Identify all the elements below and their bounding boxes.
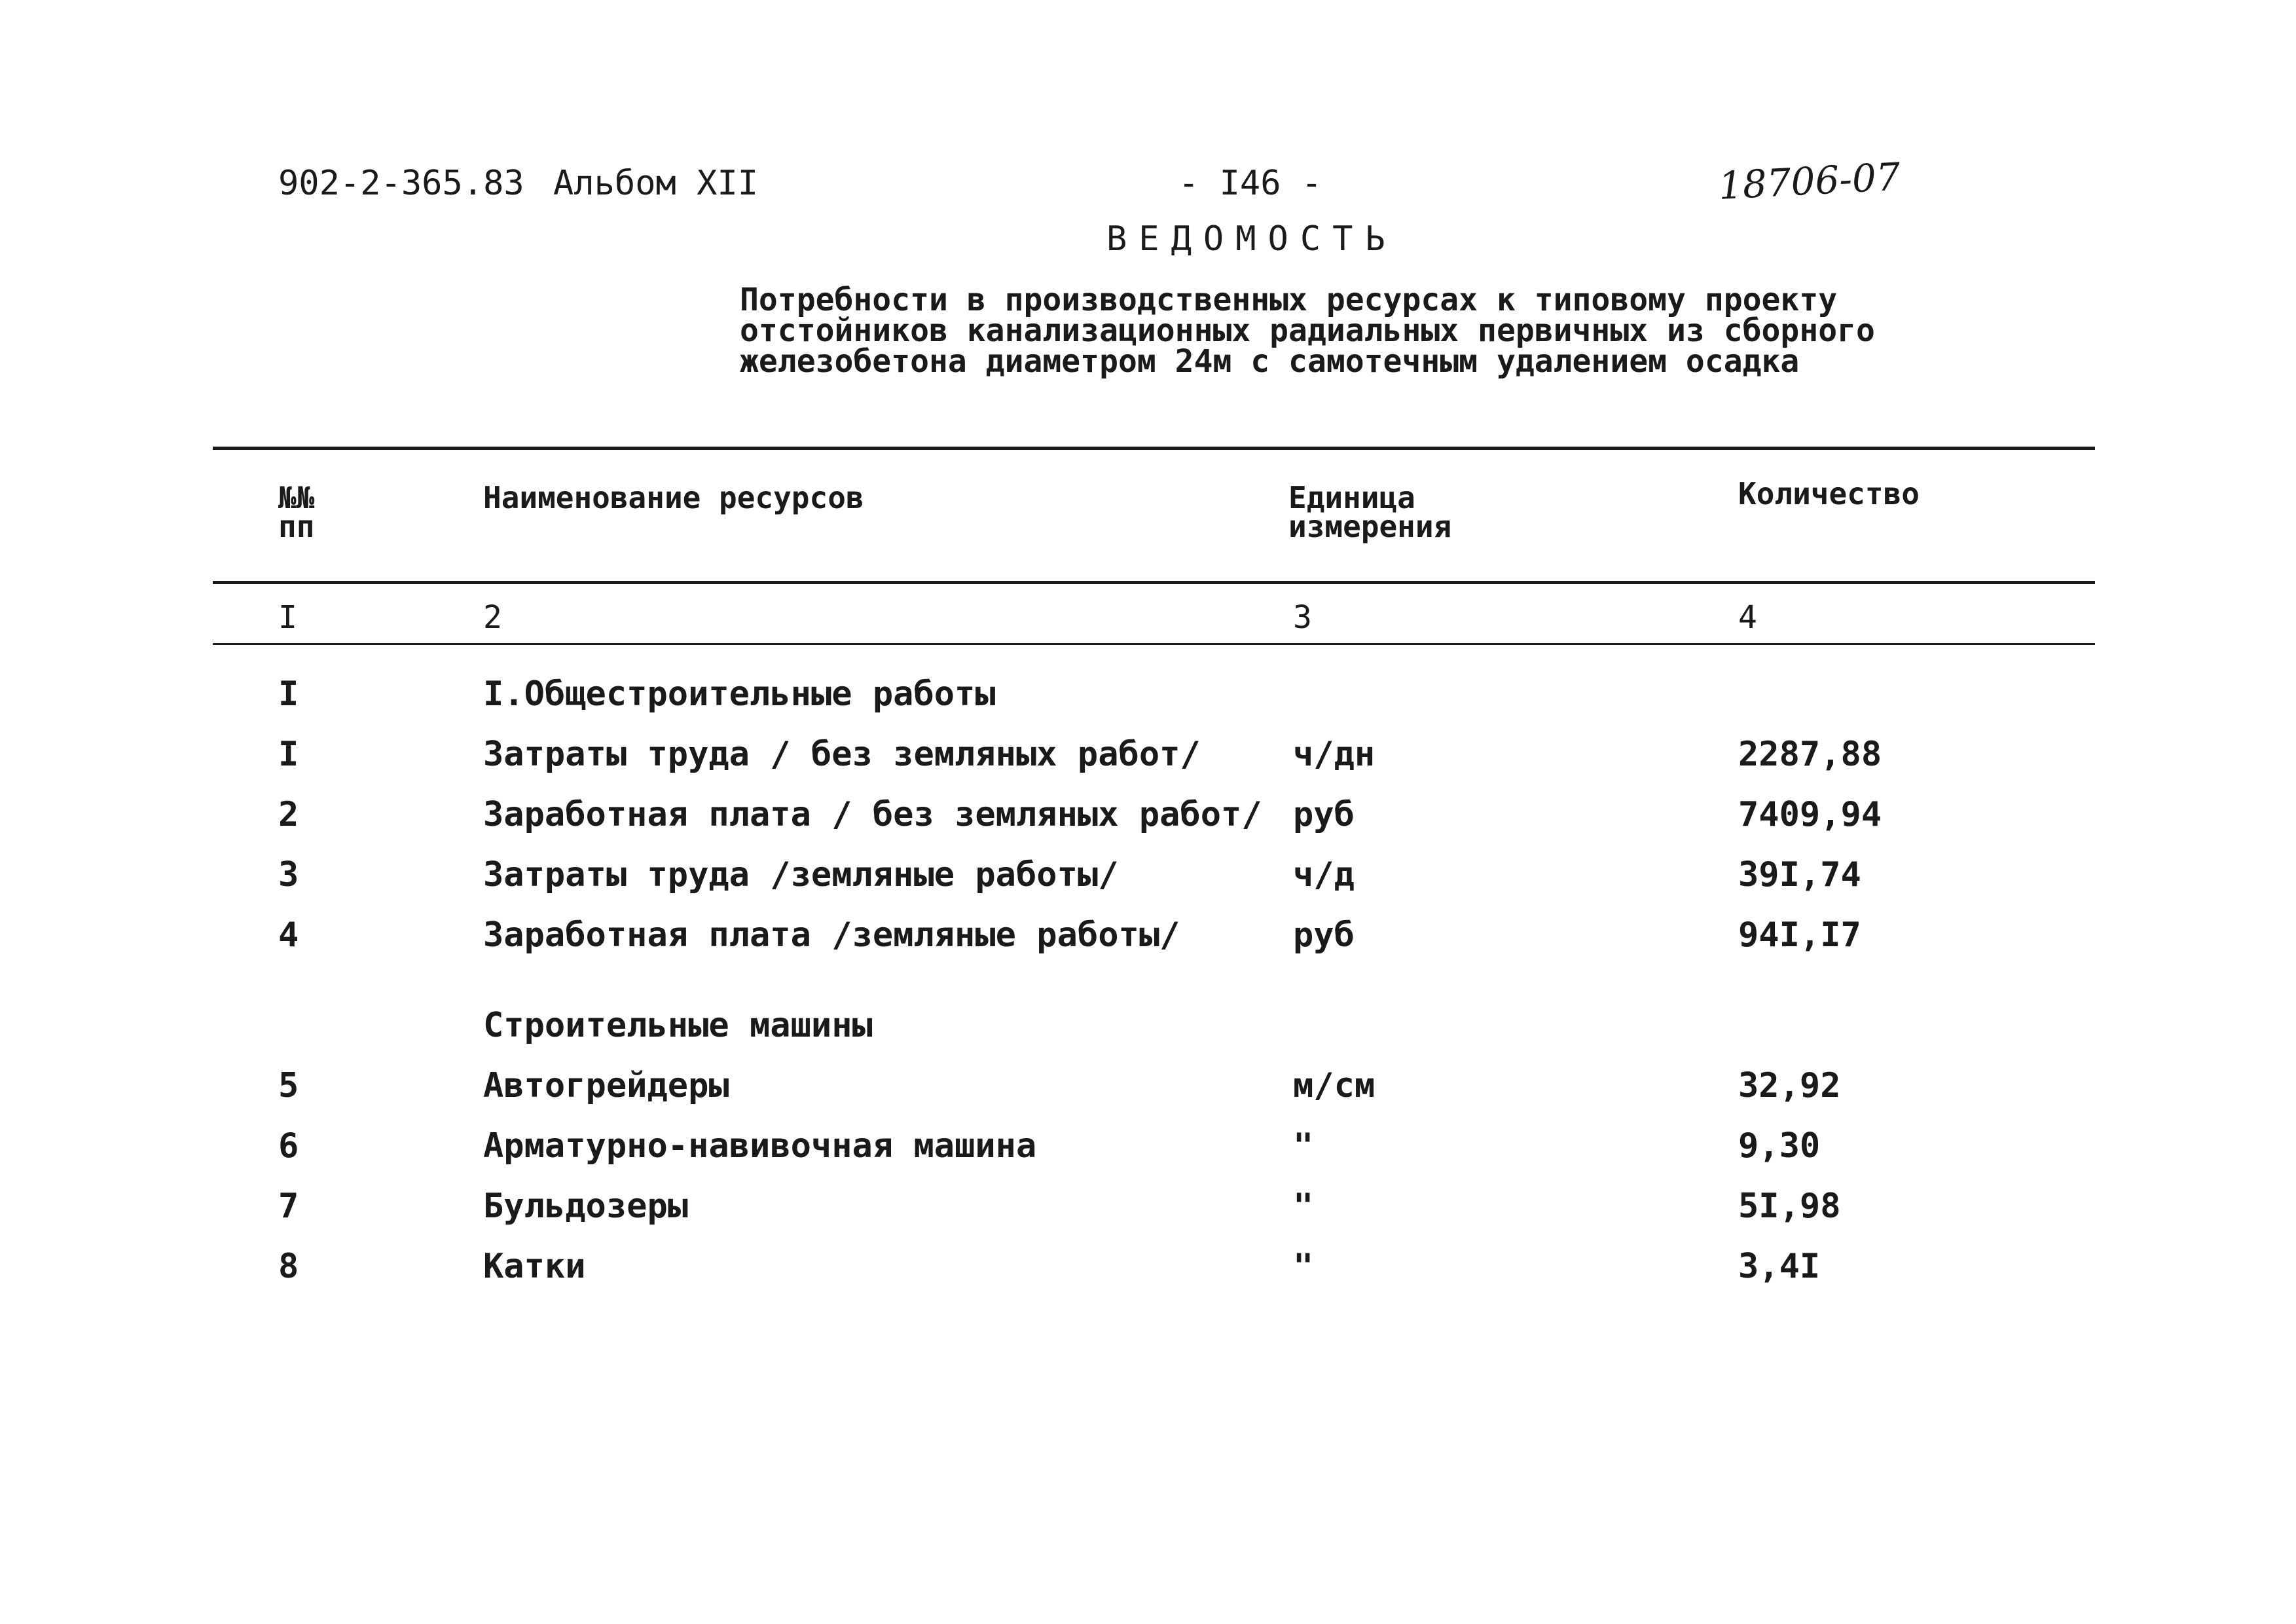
table-row [0,1247,2296,1299]
row-name: Затраты труда /земляные работы/ [483,855,1119,895]
row-qty: 94I,I7 [1738,915,1861,955]
row-unit: ч/д [1293,855,1355,895]
table-row [0,735,2296,787]
row-name: Заработная плата / без земляных работ/ [483,795,1262,834]
row-qty: 9,30 [1738,1126,1821,1166]
column-number: 4 [1738,599,1757,636]
document-code: 902-2-365.83 [278,164,524,203]
table-row [0,1187,2296,1239]
table-row [0,855,2296,908]
table-row [0,1066,2296,1118]
table-row [0,1006,2296,1058]
row-name: Автогрейдеры [483,1066,729,1105]
subtitle-line: отстойников канализационных радиальных первичных из сборного [740,312,1875,349]
header-num: №№ пп [278,480,315,544]
row-unit: м/см [1293,1066,1376,1105]
row-unit: " [1293,1187,1314,1226]
row-num: I [278,674,299,714]
row-qty: 2287,88 [1738,735,1882,774]
header-quantity: Количество [1738,476,1920,511]
page-number: - I46 - [1178,164,1322,203]
row-unit: руб [1293,795,1355,834]
row-name: Затраты труда / без земляных работ/ [483,735,1201,774]
document-subtitle [740,282,1875,380]
row-num: I [278,735,299,774]
row-num: 6 [278,1126,299,1166]
row-num: 7 [278,1187,299,1226]
row-num: 3 [278,855,299,895]
column-numbers-rule [213,643,2095,645]
row-num: 4 [278,915,299,955]
table-row [0,674,2296,727]
row-unit: " [1293,1247,1314,1286]
table-top-rule [213,447,2095,450]
table-row [0,795,2296,847]
column-number: 3 [1293,599,1312,636]
row-num: 2 [278,795,299,834]
row-num: 8 [278,1247,299,1286]
row-name: Заработная плата /земляные работы/ [483,915,1180,955]
row-qty: 32,92 [1738,1066,1841,1105]
column-number: 2 [483,599,502,636]
row-unit: " [1293,1126,1314,1166]
row-name: Бульдозеры [483,1187,689,1226]
table-row [0,1126,2296,1179]
column-number: I [278,599,297,636]
row-name: Катки [483,1247,586,1286]
handwritten-number: 18706-07 [1717,154,1902,208]
document-title: ВЕДОМОСТЬ [1106,219,1397,259]
subtitle-line: железобетона диаметром 24м с самотечным удалением осадка [740,343,1800,380]
header-name: Наименование ресурсов [483,480,864,515]
album-label: Альбом XII [553,164,759,203]
header-unit: Единица измерения [1288,480,1452,544]
header-bottom-rule [213,581,2095,584]
row-qty: 39I,74 [1738,855,1861,895]
row-unit: руб [1293,915,1355,955]
row-qty: 3,4I [1738,1247,1821,1286]
row-unit: ч/дн [1293,735,1376,774]
row-name: Арматурно-навивочная машина [483,1126,1037,1166]
table-row [0,915,2296,968]
row-name: I.Общестроительные работы [483,674,996,714]
subtitle-line: Потребности в производственных ресурсах к типовому проекту [740,282,1838,318]
row-name: Строительные машины [483,1006,873,1045]
row-qty: 7409,94 [1738,795,1882,834]
row-qty: 5I,98 [1738,1187,1841,1226]
row-num: 5 [278,1066,299,1105]
